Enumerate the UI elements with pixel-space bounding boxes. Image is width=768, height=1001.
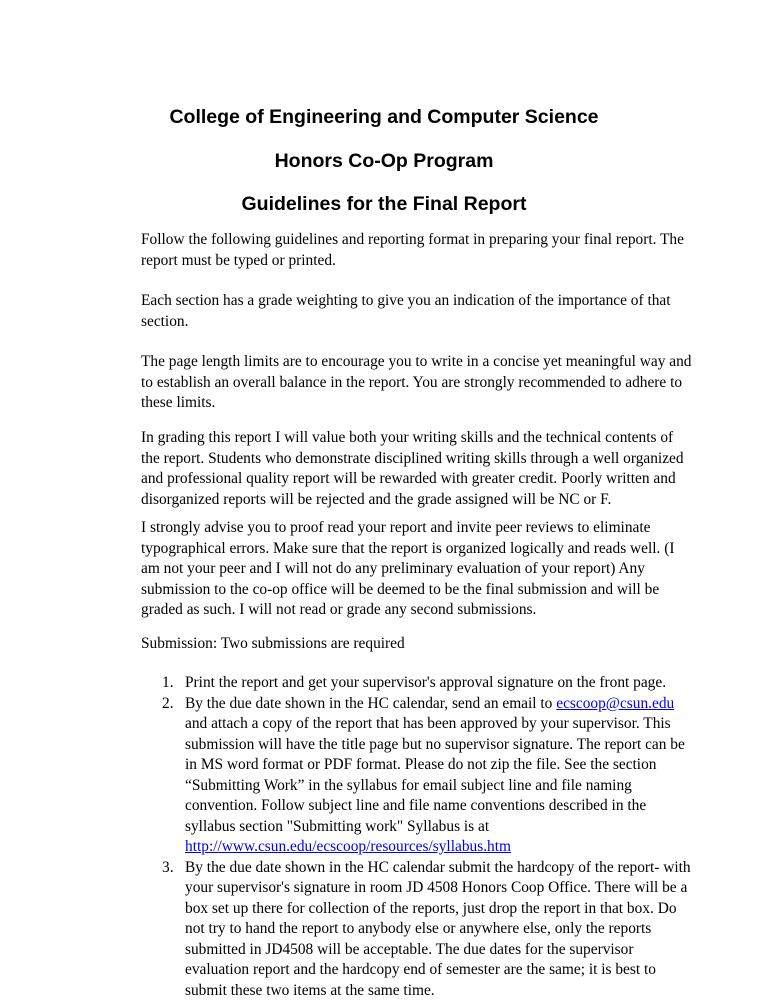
submission-heading: Submission: Two submissions are required: [141, 634, 641, 655]
list-item: 1. Print the report and get your supervisor's approval signature on the front page.: [141, 673, 661, 694]
step-number: 1.: [162, 673, 174, 694]
submission-steps-list: [141, 673, 661, 1001]
program-title: Honors Co-Op Program: [0, 149, 768, 173]
email-link[interactable]: ecscoop@csun.edu: [556, 695, 674, 712]
step-number: 2.: [162, 694, 174, 715]
college-title: College of Engineering and Computer Science: [0, 105, 768, 129]
syllabus-link[interactable]: http://www.csun.edu/ecscoop/resources/syllabus.htm: [185, 838, 511, 855]
list-item: 2. By the due date shown in the HC calendar, send an email to ecscoop@csun.edu and attach a copy of the report that has been approved by your supervisor. This submission will have the title page but no supervisor signature. The report can be in MS word format or PDF format. Please do not zip the file. See the section “Submitting Work” in the syllabus for email subject line and file naming convention. Follow subject line and file name conventions described in the syllabus section "Submitting work" Syllabus is at http://www.csun.edu/ecscoop/resources/syllabus.htm: [141, 694, 661, 858]
grading-paragraph: In grading this report I will value both your writing skills and the technical contents of the report. Students who demonstrate disciplined writing skills through a well organized and professional quality report will be rewarded with greater credit. Poorly written and disorganized reports will be rejected and the grade assigned will be NC or F.: [141, 428, 641, 510]
step-number: 3.: [162, 858, 174, 879]
weighting-paragraph: Each section has a grade weighting to give you an indication of the importance of that section.: [141, 291, 641, 332]
intro-paragraph: Follow the following guidelines and reporting format in preparing your final report. The report must be typed or printed.: [141, 230, 641, 271]
proofread-paragraph: I strongly advise you to proof read your report and invite peer reviews to eliminate typographical errors. Make sure that the report is organized logically and reads well. (I am not your peer and I will not do any preliminary evaluation of your report) Any submission to the co-op office will be deemed to be the final submission and will be graded as such. I will not read or grade any second submissions.: [141, 518, 641, 621]
page-limits-paragraph: The page length limits are to encourage you to write in a concise yet meaningful way and to establish an overall balance in the report. You are strongly recommended to adhere to these limits.: [141, 352, 641, 414]
list-item: 3. By the due date shown in the HC calendar submit the hardcopy of the report- with your supervisor's signature in room JD 4508 Honors Coop Office. There will be a box set up there for collection of the reports, just drop the report in that box. Do not try to hand the report to anybody else or anywhere else, only the reports submitted in JD4508 will be acceptable. The due dates for the supervisor evaluation report and the hardcopy end of semester are the same; it is best to submit these two items at the same time.: [141, 858, 661, 1001]
guidelines-title: Guidelines for the Final Report: [0, 192, 768, 216]
